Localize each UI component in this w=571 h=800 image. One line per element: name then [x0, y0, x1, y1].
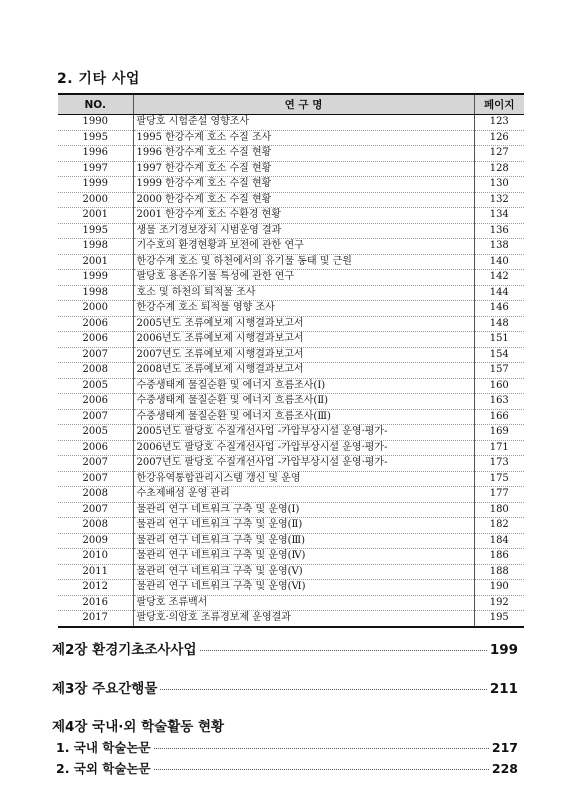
table-row — [58, 239, 524, 255]
header-no: NO. — [58, 94, 133, 115]
table-row — [58, 115, 524, 131]
table-row — [58, 192, 524, 208]
row-page: 175 — [474, 471, 524, 487]
header-page: 페이지 — [474, 94, 524, 115]
row-title: 팔당호 조류백서 — [133, 595, 474, 611]
section-title: 2. 기타 사업 — [57, 71, 140, 87]
row-title: 수중생태계 물질순환 및 에너지 흐름조사(Ⅱ) — [133, 394, 474, 410]
row-page: 130 — [474, 177, 524, 193]
row-year: 2007 — [58, 471, 133, 487]
table-row — [58, 301, 524, 317]
row-page: 190 — [474, 580, 524, 596]
row-title: 1995 한강수계 호소 수질 조사 — [133, 130, 474, 146]
toc-chapter-2-page: 199 — [489, 642, 518, 658]
toc-chapter-4-heading: 제4장 국내·외 학술활동 현황 — [52, 719, 225, 735]
toc-chapter-2-label: 제2장 환경기초조사사업 — [52, 642, 197, 658]
row-page: 138 — [474, 239, 524, 255]
row-page: 123 — [474, 115, 524, 131]
row-title: 물관리 연구 네트워크 구축 및 운영(Ⅲ) — [133, 533, 474, 549]
row-title: 2007년도 조류예보제 시행결과보고서 — [133, 347, 474, 363]
row-year: 2008 — [58, 487, 133, 503]
row-year: 2005 — [58, 378, 133, 394]
row-title: 수중생태계 물질순환 및 에너지 흐름조사(Ⅲ) — [133, 409, 474, 425]
row-page: 171 — [474, 440, 524, 456]
table-row — [58, 254, 524, 270]
toc-chapter-3[interactable] — [52, 677, 518, 697]
toc-leader-dots — [154, 769, 489, 770]
row-year: 1998 — [58, 239, 133, 255]
row-title: 한강수계 호소 퇴적물 영향 조사 — [133, 301, 474, 317]
row-title: 물관리 연구 네트워크 구축 및 운영(Ⅵ) — [133, 580, 474, 596]
table-row — [58, 332, 524, 348]
table-row — [58, 471, 524, 487]
row-page: 182 — [474, 518, 524, 534]
row-title: 수중생태계 물질순환 및 에너지 흐름조사(Ⅰ) — [133, 378, 474, 394]
table-row — [58, 409, 524, 425]
row-page: 195 — [474, 611, 524, 627]
row-page: 163 — [474, 394, 524, 410]
row-page: 166 — [474, 409, 524, 425]
row-title: 한강수계 호소 및 하천에서의 유기물 동태 및 근원 — [133, 254, 474, 270]
row-title: 2005년도 팔당호 수질개선사업 -가압부상시설 운영·평가- — [133, 425, 474, 441]
row-year: 2007 — [58, 347, 133, 363]
row-title: 수초제배섬 운영 관리 — [133, 487, 474, 503]
row-title: 한강유역통합관리시스템 갱신 및 운영 — [133, 471, 474, 487]
row-year: 2001 — [58, 208, 133, 224]
row-year: 2006 — [58, 440, 133, 456]
toc-item-page: 217 — [491, 740, 518, 755]
row-page: 142 — [474, 270, 524, 286]
row-year: 2007 — [58, 502, 133, 518]
toc-item-page: 228 — [491, 761, 518, 776]
row-page: 154 — [474, 347, 524, 363]
toc-chapter-4-item-2[interactable] — [56, 759, 518, 777]
row-year: 1990 — [58, 115, 133, 131]
table-row — [58, 456, 524, 472]
row-page: 169 — [474, 425, 524, 441]
row-page: 192 — [474, 595, 524, 611]
row-page: 136 — [474, 223, 524, 239]
row-year: 1999 — [58, 177, 133, 193]
table-row — [58, 394, 524, 410]
row-page: 140 — [474, 254, 524, 270]
row-page: 184 — [474, 533, 524, 549]
row-title: 2000 한강수계 호소 수질 현황 — [133, 192, 474, 208]
row-year: 2017 — [82, 612, 108, 624]
row-page: 128 — [474, 161, 524, 177]
table-row — [58, 208, 524, 224]
row-title: 생물 조기경보장치 시범운영 결과 — [133, 223, 474, 239]
table-row — [58, 595, 524, 611]
row-year: 1995 — [58, 223, 133, 239]
row-title: 2007년도 팔당호 수질개선사업 -가압부상시설 운영·평가- — [133, 456, 474, 472]
table-row — [58, 440, 524, 456]
table-row — [58, 502, 524, 518]
table-row — [58, 223, 524, 239]
toc-chapter-3-page: 211 — [489, 681, 518, 697]
row-title: 기수호의 환경현황과 보전에 관한 연구 — [133, 239, 474, 255]
row-page: 127 — [474, 146, 524, 162]
row-year: 1995 — [58, 130, 133, 146]
row-title: 물관리 연구 네트워크 구축 및 운영(Ⅰ) — [133, 502, 474, 518]
row-page: 146 — [474, 301, 524, 317]
row-title: 호소 및 하천의 퇴적물 조사 — [133, 285, 474, 301]
table-row — [58, 425, 524, 441]
toc-chapter-3-label: 제3장 주요간행물 — [52, 681, 158, 697]
table-row — [58, 177, 524, 193]
table-row — [58, 580, 524, 596]
row-title: 물관리 연구 네트워크 구축 및 운영(Ⅱ) — [133, 518, 474, 534]
table-row — [58, 487, 524, 503]
row-title: 물관리 연구 네트워크 구축 및 운영(Ⅴ) — [133, 564, 474, 580]
table-row — [58, 161, 524, 177]
row-year: 2006 — [58, 332, 133, 348]
row-year: 2007 — [58, 456, 133, 472]
table-body — [58, 115, 524, 627]
row-title: 2006년도 팔당호 수질개선사업 -가압부상시설 운영·평가- — [133, 440, 474, 456]
table-row — [58, 146, 524, 162]
toc-leader-dots — [160, 689, 486, 690]
row-year: 2006 — [58, 394, 133, 410]
row-year: 2008 — [58, 363, 133, 379]
row-title: 1996 한강수계 호소 수질 현황 — [133, 146, 474, 162]
row-year: 2012 — [58, 580, 133, 596]
row-year: 2010 — [58, 549, 133, 565]
toc-item-label: 1. 국내 학술논문 — [56, 740, 151, 755]
row-year: 2007 — [58, 409, 133, 425]
row-year: 2001 — [58, 254, 133, 270]
table-row — [58, 316, 524, 332]
table-row — [58, 518, 524, 534]
table-row — [58, 533, 524, 549]
toc-chapter-2[interactable] — [52, 638, 518, 658]
row-title: 팔당호 용존유기물 특성에 관한 연구 — [133, 270, 474, 286]
row-page: 151 — [474, 332, 524, 348]
row-title: 1999 한강수계 호소 수질 현황 — [133, 177, 474, 193]
row-year: 1997 — [58, 161, 133, 177]
row-year: 1999 — [58, 270, 133, 286]
table-row — [58, 130, 524, 146]
research-table — [58, 93, 524, 628]
toc-leader-dots — [200, 650, 487, 651]
row-title: 2006년도 조류예보제 시행결과보고서 — [133, 332, 474, 348]
row-title: 1997 한강수계 호소 수질 현황 — [133, 161, 474, 177]
row-page: 186 — [474, 549, 524, 565]
row-page: 132 — [474, 192, 524, 208]
row-title: 팔당호·의암호 조류경보제 운영결과 — [133, 611, 474, 627]
table-row — [58, 564, 524, 580]
row-year: 2008 — [58, 518, 133, 534]
row-title: 2001 한강수계 호소 수환경 현황 — [133, 208, 474, 224]
row-year: 2016 — [58, 595, 133, 611]
table-row — [58, 285, 524, 301]
table-row — [58, 270, 524, 286]
row-page: 188 — [474, 564, 524, 580]
table-row — [58, 549, 524, 565]
row-year: 2009 — [58, 533, 133, 549]
table-header-row — [58, 94, 524, 115]
row-page: 177 — [474, 487, 524, 503]
row-year: 2000 — [58, 192, 133, 208]
toc-leader-dots — [154, 748, 489, 749]
row-page: 144 — [474, 285, 524, 301]
row-page: 180 — [474, 502, 524, 518]
row-title: 물관리 연구 네트워크 구축 및 운영(Ⅳ) — [133, 549, 474, 565]
row-title: 2008년도 조류예보제 시행결과보고서 — [133, 363, 474, 379]
row-page: 134 — [474, 208, 524, 224]
row-year: 2005 — [58, 425, 133, 441]
header-title: 연 구 명 — [133, 94, 474, 115]
row-year: 2011 — [58, 564, 133, 580]
row-year: 2000 — [58, 301, 133, 317]
toc-item-label: 2. 국외 학술논문 — [56, 761, 151, 776]
row-page: 148 — [474, 316, 524, 332]
table-row — [58, 347, 524, 363]
table-row — [58, 378, 524, 394]
row-title: 팔당호 시험준설 영향조사 — [133, 115, 474, 131]
row-year: 1996 — [58, 146, 133, 162]
row-year: 2006 — [58, 316, 133, 332]
row-title: 2005년도 조류예보제 시행결과보고서 — [133, 316, 474, 332]
row-page: 173 — [474, 456, 524, 472]
toc-chapter-4-item-1[interactable] — [56, 738, 518, 756]
row-year: 1998 — [58, 285, 133, 301]
table-row — [58, 363, 524, 379]
row-page: 160 — [474, 378, 524, 394]
table-row — [58, 611, 524, 627]
row-page: 157 — [474, 363, 524, 379]
row-page: 126 — [474, 130, 524, 146]
